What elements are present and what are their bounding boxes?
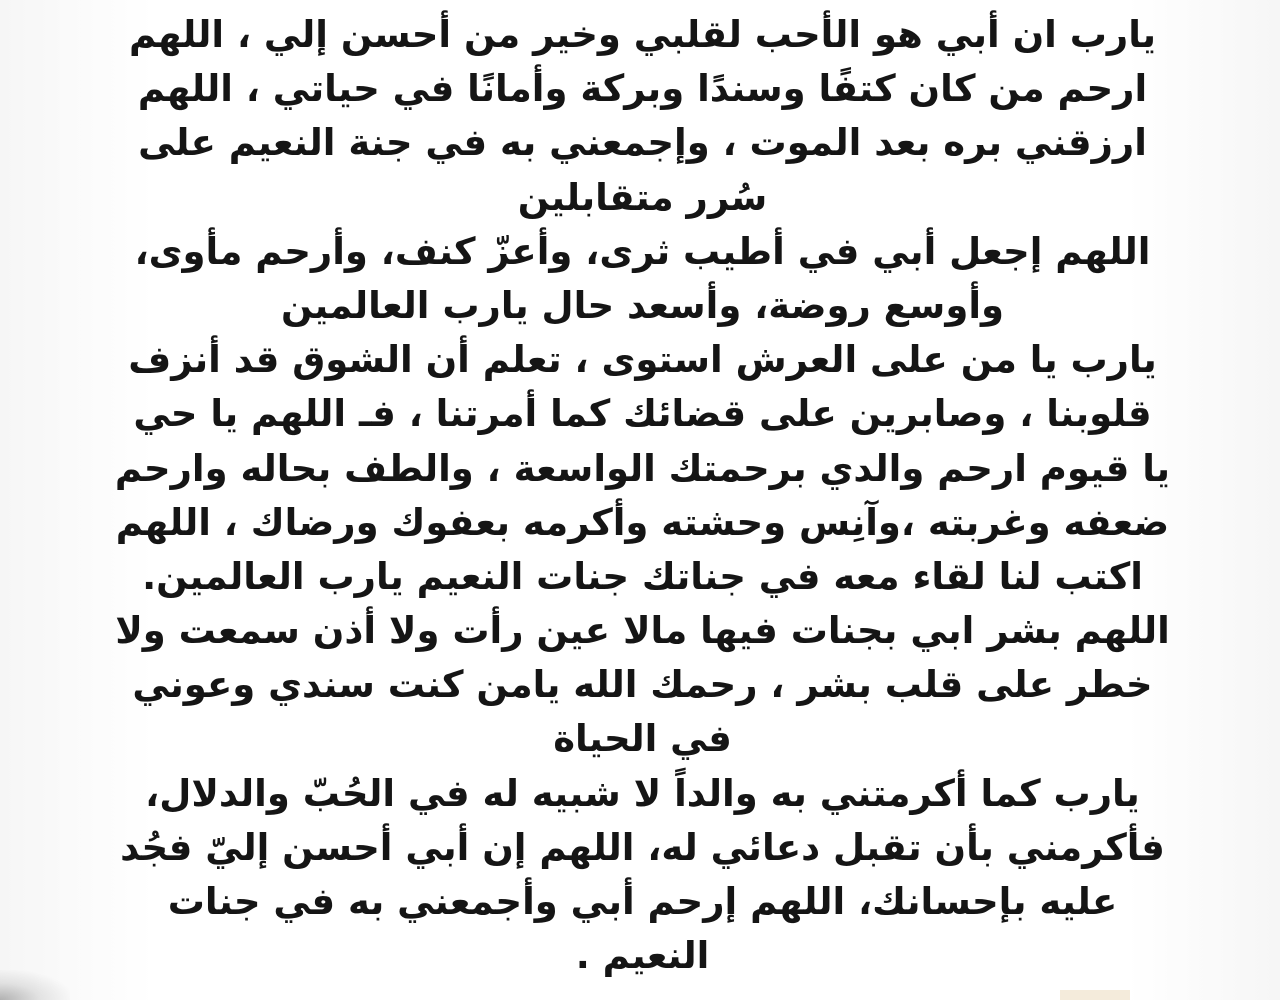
text-line: سُرر متقابلين bbox=[517, 175, 768, 219]
text-line: اللهم إجعل أبي في أطيب ثرى، وأعزّ كنف، وأرحم مأوى، bbox=[134, 229, 1151, 273]
prayer-text-block bbox=[105, 8, 1180, 983]
text-line: فأكرمني بأن تقبل دعائي له، اللهم إن أبي أحسن إليّ فجُد bbox=[120, 825, 1165, 869]
text-line: اكتب لنا لقاء معه في جناتك جنات النعيم يارب العالمين. bbox=[142, 554, 1143, 598]
corner-shadow bbox=[0, 970, 70, 1000]
corner-tint bbox=[1060, 990, 1130, 1000]
text-line: يارب ان أبي هو الأحب لقلبي وخير من أحسن إلي ، اللهم bbox=[128, 13, 1157, 56]
text-line: يارب يا من على العرش استوى ، تعلم أن الشوق قد أنزف bbox=[128, 338, 1157, 382]
text-line: اللهم بشر ابي بجنات فيها مالا عين رأت ولا أذن سمعت ولا bbox=[115, 609, 1170, 653]
text-line: قلوبنا ، وصابرين على قضائك كما أمرتنا ، فـ اللهم يا حي bbox=[133, 392, 1152, 436]
text-line: ارزقني بره بعد الموت ، وإجمعني به في جنة النعيم على bbox=[138, 121, 1147, 165]
text-line: يارب كما أكرمتني به والداً لا شبيه له في الحُبّ والدلال، bbox=[145, 771, 1140, 815]
text-line: عليه بإحسانك، اللهم إرحم أبي وأجمعني به في جنات bbox=[167, 880, 1118, 923]
text-line: خطر على قلب بشر ، رحمك الله يامن كنت سندي وعوني bbox=[132, 663, 1153, 707]
text-line: ارحم من كان كتفًا وسندًا وبركة وأمانًا في حياتي ، اللهم bbox=[137, 67, 1148, 111]
text-line: ضعفه وغربته ،وآنِس وحشته وأكرمه بعفوك ورضاك ، اللهم bbox=[115, 500, 1170, 544]
text-line: النعيم . bbox=[575, 934, 710, 978]
text-line: وأوسع روضة، وأسعد حال يارب العالمين bbox=[281, 283, 1004, 327]
text-line: يا قيوم ارحم والدي برحمتك الواسعة ، والطف بحاله وارحم bbox=[114, 446, 1171, 490]
text-line: في الحياة bbox=[553, 717, 732, 761]
